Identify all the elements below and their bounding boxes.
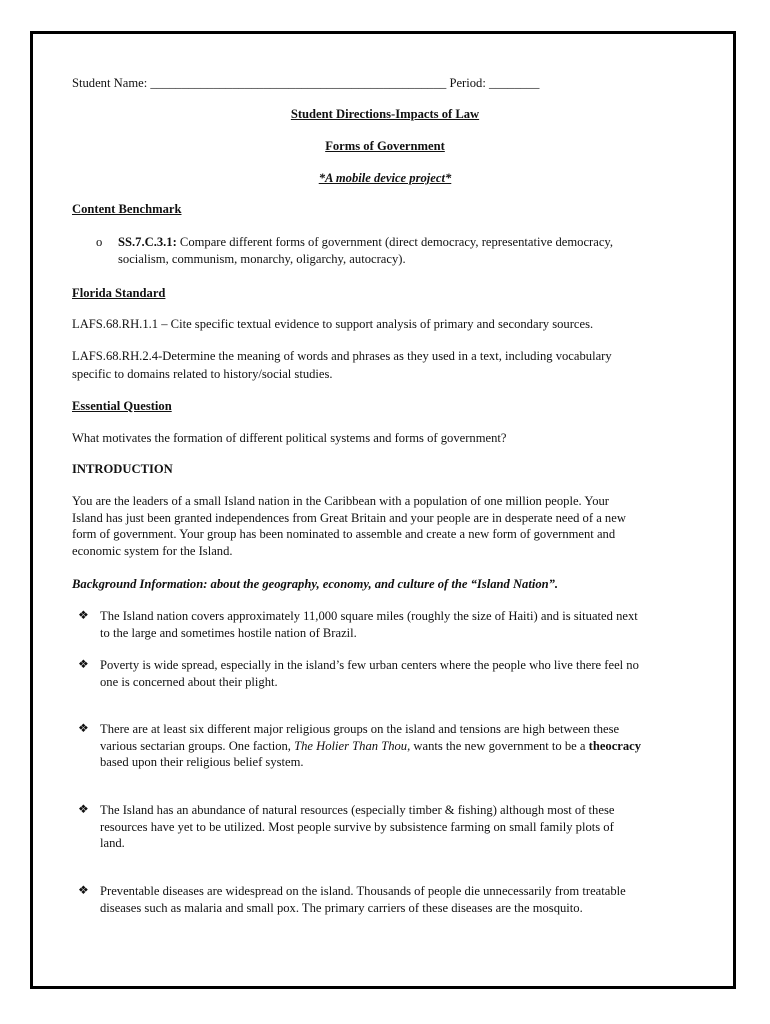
faction-name: The Holier Than Thou: [294, 739, 408, 753]
diamond-bullet-icon: ❖: [78, 608, 89, 622]
essential-question-heading: Essential Question: [72, 399, 172, 413]
introduction-line-1: You are the leaders of a small Island nation in the Caribbean with a population of one million people. Your: [72, 494, 609, 508]
background-bullet-3-line-1: There are at least six different major religious groups on the island and tensions are high between these: [100, 722, 620, 736]
diamond-bullet-icon: ❖: [78, 721, 89, 735]
background-bullet-3-line-2: [100, 738, 641, 755]
student-name-label: Student Name:: [72, 76, 151, 90]
content-benchmark-heading: Content Benchmark: [72, 202, 182, 216]
period-label: Period:: [446, 76, 489, 90]
introduction-line-2: Island has just been granted independences from Great Britain and your people are in desperate need of a new: [72, 511, 626, 525]
benchmark-line-1: [118, 234, 613, 251]
background-bullet-3-line-3: based upon their religious belief system.: [100, 755, 304, 769]
benchmark-bullet: o: [96, 235, 103, 249]
diamond-bullet-icon: ❖: [78, 883, 89, 897]
background-bullet-4-line-1: The Island has an abundance of natural resources (especially timber & fishing) although most of these: [100, 803, 615, 817]
theocracy-term: theocracy: [588, 739, 642, 753]
florida-standard-2-line-1: LAFS.68.RH.2.4-Determine the meaning of words and phrases as they used in a text, including vocabulary: [72, 349, 612, 363]
background-heading: Background Information: about the geography, economy, and culture of the “Island Nation”.: [72, 577, 559, 591]
florida-standard-heading: Florida Standard: [72, 286, 166, 300]
background-bullet-4-line-3: land.: [100, 836, 125, 850]
introduction-heading: INTRODUCTION: [72, 462, 173, 476]
background-bullet-2-line-2: one is concerned about their plight.: [100, 675, 278, 689]
background-bullet-5-line-2: diseases such as malaria and small pox. The primary carriers of these diseases are the mosquito.: [100, 901, 583, 915]
background-bullet-2-line-1: Poverty is wide spread, especially in the island’s few urban centers where the people who live there feel no: [100, 658, 639, 672]
introduction-line-3: form of government. Your group has been nominated to assemble and create a new form of government and: [72, 527, 616, 541]
benchmark-code: SS.7.C.3.1:: [118, 235, 177, 249]
florida-standard-1: LAFS.68.RH.1.1 – Cite specific textual evidence to support analysis of primary and secondary sources.: [72, 317, 594, 331]
background-bullet-1-line-2: to the large and sometimes hostile nation of Brazil.: [100, 626, 357, 640]
bullet-3-text-b: , wants the new government to be a: [407, 739, 589, 753]
project-note: *A mobile device project*: [318, 171, 452, 185]
page-subtitle: Forms of Government: [325, 139, 445, 153]
background-bullet-1-line-1: The Island nation covers approximately 11,000 square miles (roughly the size of Haiti) and is situated next: [100, 609, 638, 623]
diamond-bullet-icon: ❖: [78, 657, 89, 671]
benchmark-text-2: socialism, communism, monarchy, oligarchy, autocracy).: [118, 252, 406, 266]
essential-question-text: What motivates the formation of different political systems and forms of government?: [72, 431, 507, 445]
introduction-line-4: economic system for the Island.: [72, 544, 233, 558]
florida-standard-2-line-2: specific to domains related to history/social studies.: [72, 367, 333, 381]
student-name-blank[interactable]: _______________________________________________: [150, 76, 447, 90]
benchmark-text-1: Compare different forms of government (direct democracy, representative democracy,: [176, 235, 614, 249]
bullet-3-text-a: various sectarian groups. One faction,: [100, 739, 295, 753]
period-blank[interactable]: ________: [489, 76, 540, 90]
student-period-line: [72, 75, 539, 92]
diamond-bullet-icon: ❖: [78, 802, 89, 816]
background-bullet-4-line-2: resources have yet to be utilized. Most people survive by subsistence farming on small family plots of: [100, 820, 614, 834]
page-title: Student Directions-Impacts of Law: [290, 107, 480, 121]
background-bullet-5-line-1: Preventable diseases are widespread on the island. Thousands of people die unnecessarily from treatable: [100, 884, 626, 898]
